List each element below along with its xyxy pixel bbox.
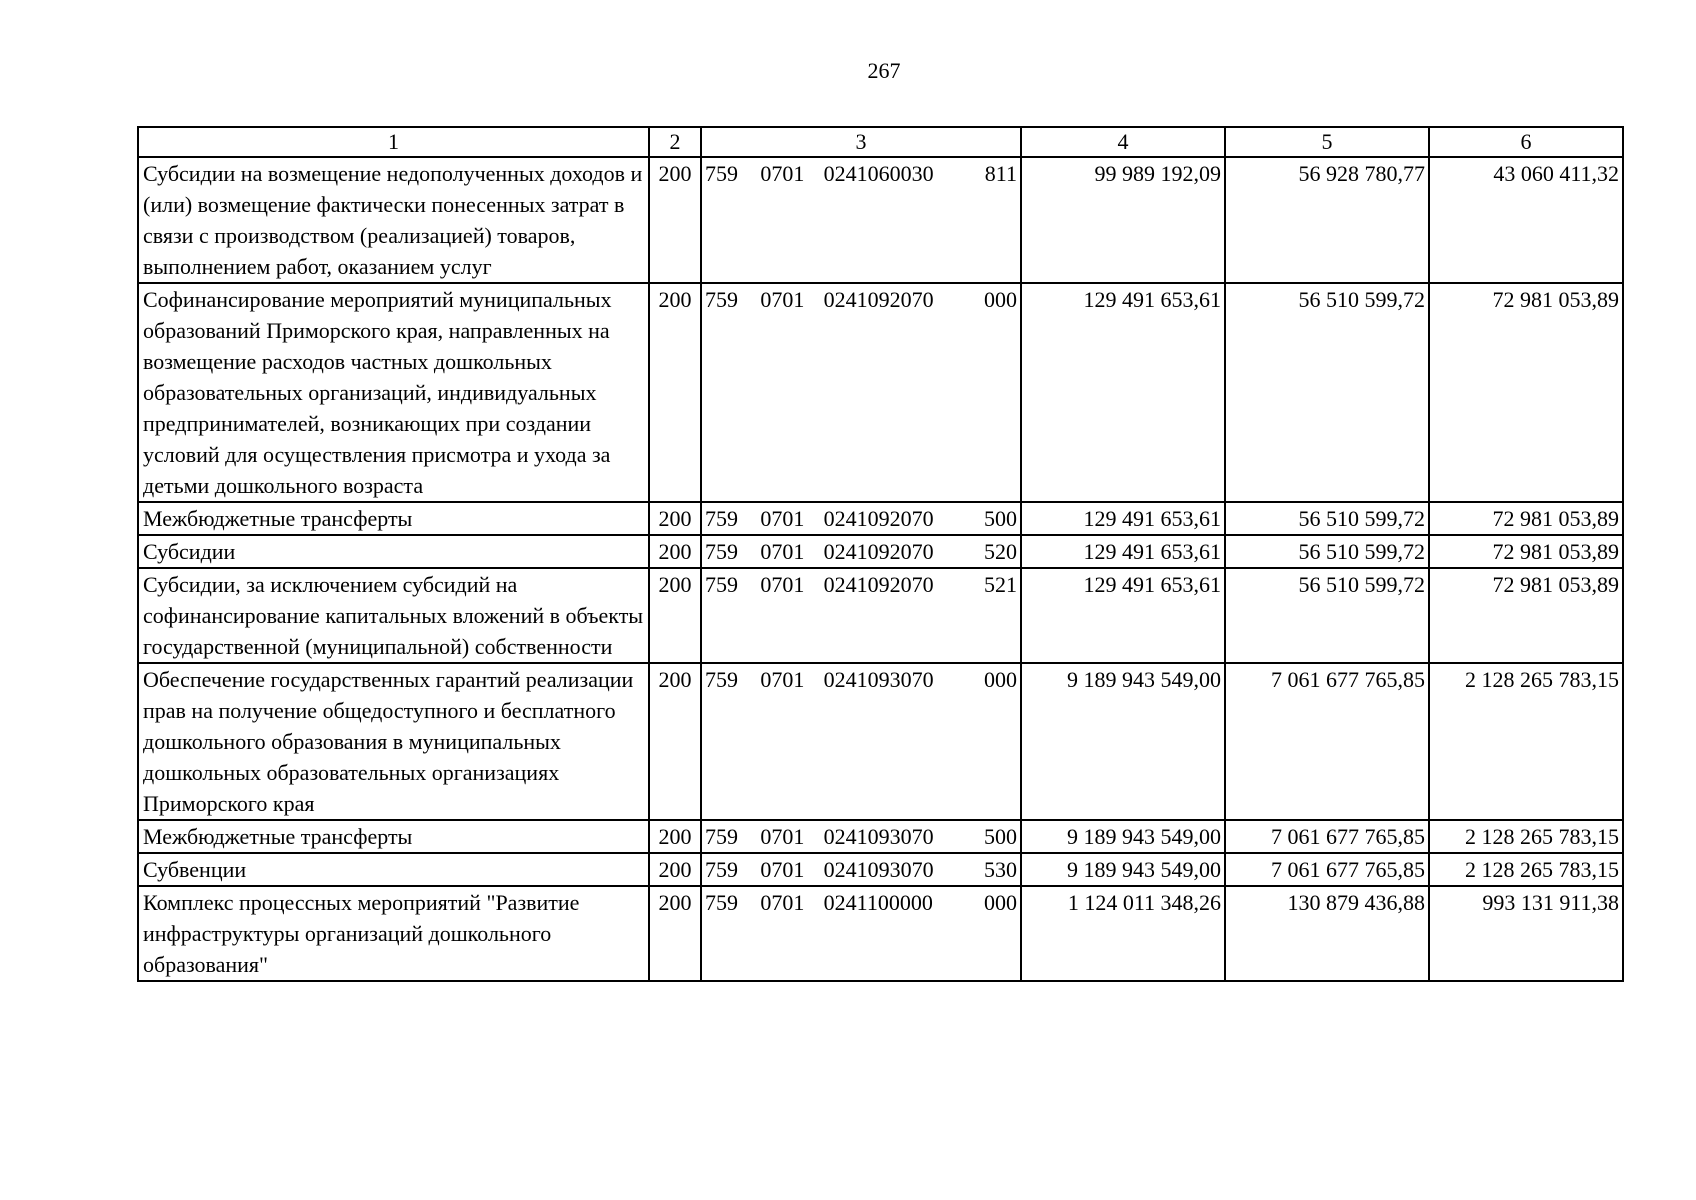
row-name: Межбюджетные трансферты xyxy=(138,502,649,535)
target-code: 0241092070 xyxy=(823,287,934,312)
amount-col6: 2 128 265 783,15 xyxy=(1429,663,1623,820)
expense-type-code: 520 xyxy=(983,539,1017,564)
amount-col5: 7 061 677 765,85 xyxy=(1225,663,1429,820)
target-code: 0241100000 xyxy=(823,890,933,915)
section-code: 0701 xyxy=(760,572,805,597)
amount-col4: 9 189 943 549,00 xyxy=(1021,820,1225,853)
amount-col5: 7 061 677 765,85 xyxy=(1225,853,1429,886)
table-row xyxy=(138,535,1623,568)
amount-col6: 43 060 411,32 xyxy=(1429,157,1623,283)
department-code: 759 xyxy=(705,506,738,531)
classification-codes xyxy=(701,820,1021,853)
table-row xyxy=(138,820,1623,853)
column-number: 1 xyxy=(138,127,649,157)
department-code: 759 xyxy=(705,890,738,915)
budget-table xyxy=(137,126,1624,982)
classification-codes xyxy=(701,157,1021,283)
amount-col4: 9 189 943 549,00 xyxy=(1021,663,1225,820)
table-row xyxy=(138,663,1623,820)
expense-type-code: 000 xyxy=(983,287,1017,312)
admin-code: 200 xyxy=(649,568,701,663)
column-number-row xyxy=(138,127,1623,157)
target-code: 0241092070 xyxy=(823,572,934,597)
target-code: 0241093070 xyxy=(823,667,934,692)
row-name: Комплекс процессных мероприятий "Развитие инфраструктуры организаций дошкольного образования" xyxy=(138,886,649,981)
amount-col4: 1 124 011 348,26 xyxy=(1021,886,1225,981)
amount-col6: 72 981 053,89 xyxy=(1429,535,1623,568)
amount-col5: 7 061 677 765,85 xyxy=(1225,820,1429,853)
section-code: 0701 xyxy=(760,824,805,849)
table-row xyxy=(138,283,1623,502)
section-code: 0701 xyxy=(760,161,805,186)
classification-codes xyxy=(701,568,1021,663)
column-number: 3 xyxy=(701,127,1021,157)
row-name: Субсидии, за исключением субсидий на софинансирование капитальных вложений в объекты государственной (муниципальной) собственности xyxy=(138,568,649,663)
admin-code: 200 xyxy=(649,502,701,535)
column-number: 2 xyxy=(649,127,701,157)
section-code: 0701 xyxy=(760,287,805,312)
admin-code: 200 xyxy=(649,283,701,502)
expense-type-code: 811 xyxy=(984,161,1017,186)
classification-codes xyxy=(701,886,1021,981)
column-number: 5 xyxy=(1225,127,1429,157)
classification-codes xyxy=(701,853,1021,886)
section-code: 0701 xyxy=(760,890,805,915)
amount-col5: 56 510 599,72 xyxy=(1225,568,1429,663)
department-code: 759 xyxy=(705,161,738,186)
department-code: 759 xyxy=(705,824,738,849)
section-code: 0701 xyxy=(760,506,805,531)
expense-type-code: 500 xyxy=(983,824,1017,849)
amount-col4: 129 491 653,61 xyxy=(1021,535,1225,568)
admin-code: 200 xyxy=(649,535,701,568)
expense-type-code: 530 xyxy=(983,857,1017,882)
page-number: 267 xyxy=(867,58,901,83)
expense-type-code: 500 xyxy=(983,506,1017,531)
amount-col5: 56 928 780,77 xyxy=(1225,157,1429,283)
amount-col6: 2 128 265 783,15 xyxy=(1429,820,1623,853)
table-row xyxy=(138,502,1623,535)
table-row xyxy=(138,568,1623,663)
target-code: 0241092070 xyxy=(823,506,934,531)
target-code: 0241060030 xyxy=(823,161,934,186)
amount-col6: 2 128 265 783,15 xyxy=(1429,853,1623,886)
expense-type-code: 000 xyxy=(983,890,1017,915)
expense-type-code: 000 xyxy=(983,667,1017,692)
classification-codes xyxy=(701,535,1021,568)
department-code: 759 xyxy=(705,857,738,882)
target-code: 0241092070 xyxy=(823,539,934,564)
amount-col4: 129 491 653,61 xyxy=(1021,568,1225,663)
admin-code: 200 xyxy=(649,663,701,820)
department-code: 759 xyxy=(705,667,738,692)
admin-code: 200 xyxy=(649,886,701,981)
admin-code: 200 xyxy=(649,157,701,283)
row-name: Субвенции xyxy=(138,853,649,886)
expense-type-code: 521 xyxy=(983,572,1017,597)
amount-col6: 72 981 053,89 xyxy=(1429,502,1623,535)
department-code: 759 xyxy=(705,287,738,312)
table-body xyxy=(138,127,1623,981)
amount-col6: 993 131 911,38 xyxy=(1429,886,1623,981)
amount-col6: 72 981 053,89 xyxy=(1429,283,1623,502)
amount-col6: 72 981 053,89 xyxy=(1429,568,1623,663)
amount-col5: 56 510 599,72 xyxy=(1225,502,1429,535)
amount-col4: 129 491 653,61 xyxy=(1021,283,1225,502)
section-code: 0701 xyxy=(760,857,805,882)
target-code: 0241093070 xyxy=(823,857,934,882)
table-row xyxy=(138,157,1623,283)
amount-col4: 99 989 192,09 xyxy=(1021,157,1225,283)
row-name: Обеспечение государственных гарантий реализации прав на получение общедоступного и бесплатного дошкольного образования в муниципальных дошкольных образовательных организациях Приморского края xyxy=(138,663,649,820)
section-code: 0701 xyxy=(760,539,805,564)
table-row xyxy=(138,886,1623,981)
row-name: Субсидии на возмещение недополученных доходов и (или) возмещение фактически понесенных затрат в связи с производством (реализацией) товаров, выполнением работ, оказанием услуг xyxy=(138,157,649,283)
row-name: Субсидии xyxy=(138,535,649,568)
row-name: Межбюджетные трансферты xyxy=(138,820,649,853)
column-number: 4 xyxy=(1021,127,1225,157)
amount-col5: 130 879 436,88 xyxy=(1225,886,1429,981)
classification-codes xyxy=(701,502,1021,535)
department-code: 759 xyxy=(705,572,738,597)
department-code: 759 xyxy=(705,539,738,564)
amount-col4: 9 189 943 549,00 xyxy=(1021,853,1225,886)
row-name: Софинансирование мероприятий муниципальных образований Приморского края, направленных на возмещение расходов частных дошкольных образовательных организаций, индивидуальных предпринимателей, возникающих при создании условий для осуществления присмотра и ухода за детьми дошкольного возраста xyxy=(138,283,649,502)
table-row xyxy=(138,853,1623,886)
amount-col5: 56 510 599,72 xyxy=(1225,283,1429,502)
classification-codes xyxy=(701,663,1021,820)
classification-codes xyxy=(701,283,1021,502)
section-code: 0701 xyxy=(760,667,805,692)
amount-col5: 56 510 599,72 xyxy=(1225,535,1429,568)
admin-code: 200 xyxy=(649,853,701,886)
amount-col4: 129 491 653,61 xyxy=(1021,502,1225,535)
admin-code: 200 xyxy=(649,820,701,853)
column-number: 6 xyxy=(1429,127,1623,157)
target-code: 0241093070 xyxy=(823,824,934,849)
